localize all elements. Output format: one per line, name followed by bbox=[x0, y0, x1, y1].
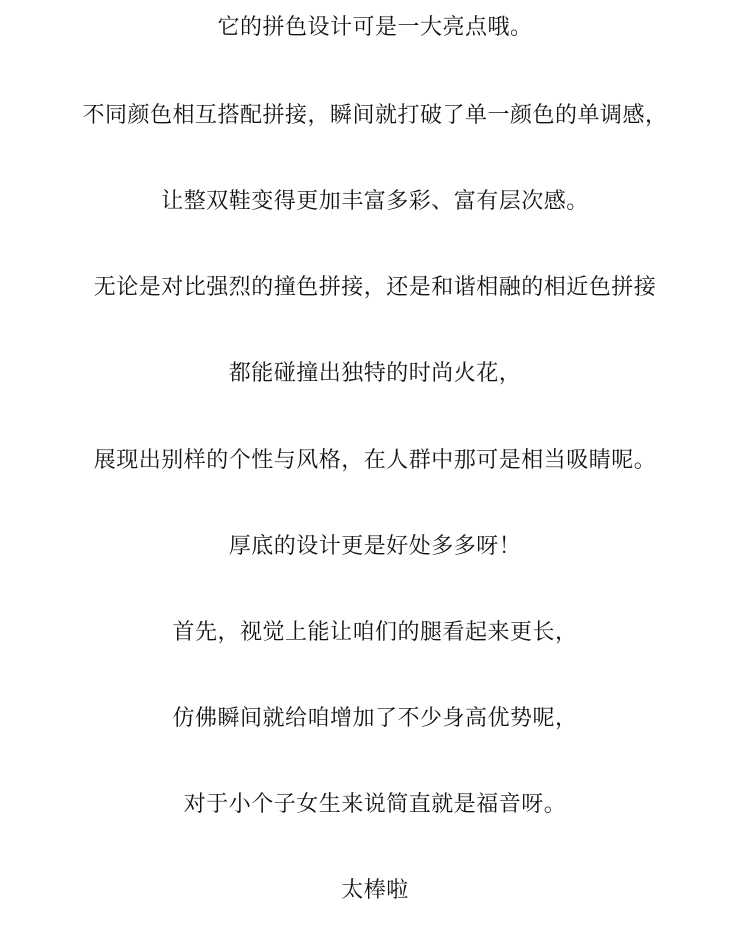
text-line: 不同颜色相互搭配拼接，瞬间就打破了单一颜色的单调感， bbox=[82, 103, 668, 128]
text-line: 它的拼色设计可是一大亮点哦。 bbox=[217, 15, 533, 40]
text-line: 厚底的设计更是好处多多呀！ bbox=[228, 534, 522, 559]
text-line: 对于小个子女生来说简直就是福音呀。 bbox=[183, 792, 567, 817]
text-line: 展现出别样的个性与风格，在人群中那可是相当吸睛呢。 bbox=[93, 448, 657, 473]
text-line: 让整双鞋变得更加丰富多彩、富有层次感。 bbox=[161, 189, 589, 214]
text-line: 太棒啦 bbox=[341, 878, 409, 903]
text-line: 都能碰撞出独特的时尚火花， bbox=[228, 361, 522, 386]
text-line: 无论是对比强烈的撞色拼接，还是和谐相融的相近色拼接 bbox=[93, 275, 657, 300]
text-line: 首先，视觉上能让咱们的腿看起来更长， bbox=[172, 620, 578, 645]
text-line: 仿佛瞬间就给咱增加了不少身高优势呢， bbox=[172, 706, 578, 731]
